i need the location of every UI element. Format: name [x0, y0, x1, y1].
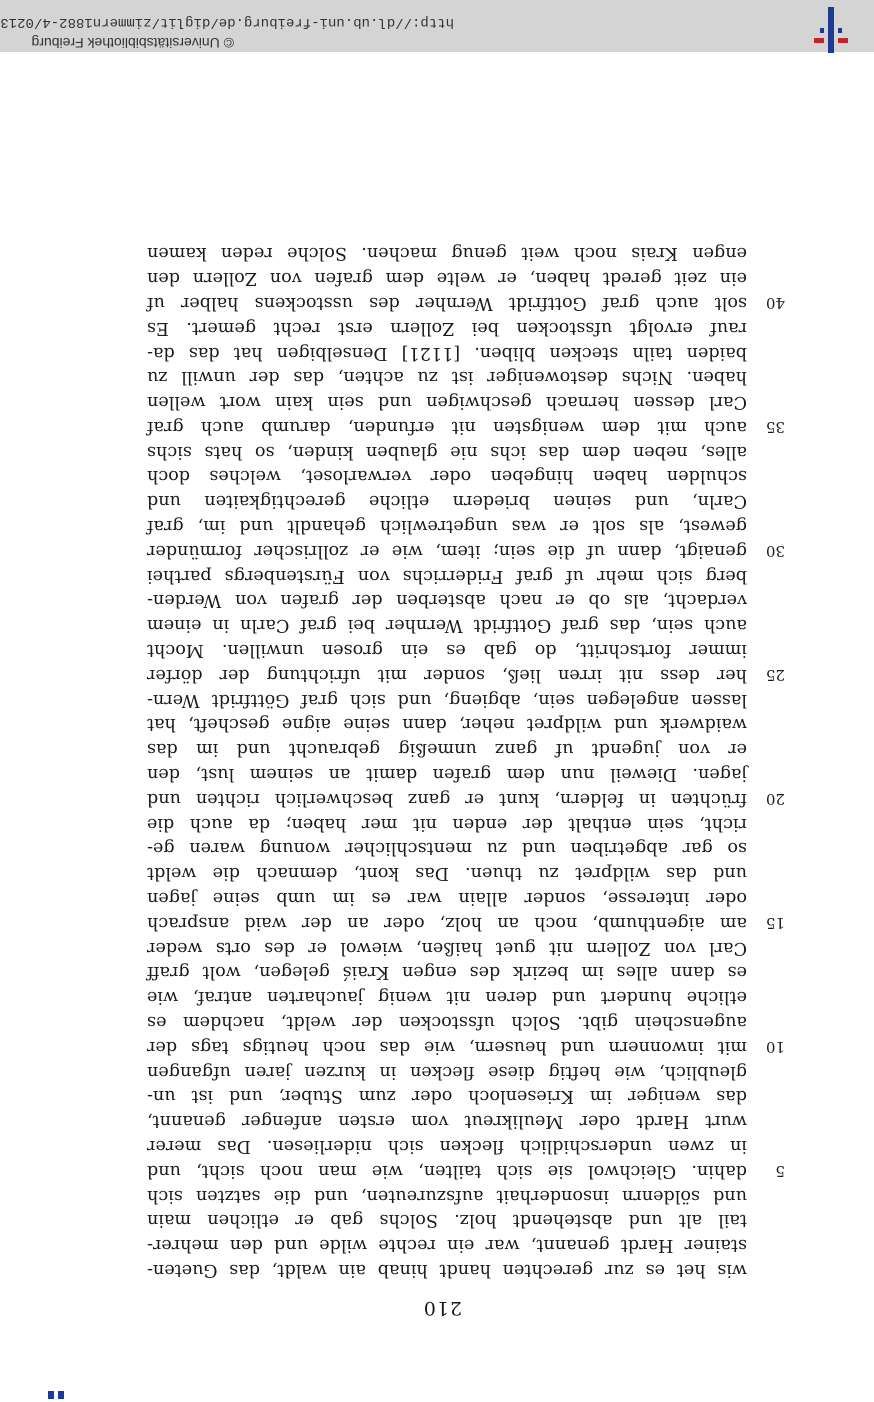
text-line — [147, 910, 785, 935]
line-text: und das wildpret zu thuen. Das kont, demnach die weldt — [147, 863, 747, 884]
text-line — [147, 637, 747, 662]
line-number: 30 — [765, 541, 785, 560]
line-text: immer fortschritt, do gab es ein grosen unwillen. Mocht — [147, 640, 747, 661]
text-line — [147, 588, 747, 613]
line-text: verdacht, als ob er nach absterben der grafen von Werden- — [147, 590, 747, 611]
line-text: solt auch graf Gottfridt Wernher des usstockens halber uf — [147, 292, 747, 313]
text-line — [147, 414, 785, 439]
line-text: auch sein, das graf Gottfridt Wernher bei graf Carln in einem — [147, 615, 747, 636]
page-number: 210 — [422, 1297, 462, 1319]
text-line — [147, 1108, 747, 1133]
line-text: und söldenrn insonderhait aufszureuten, und die satzten sich — [147, 1185, 747, 1206]
line-text: wurt Hardt oder Meulikreut vom ersten anfenger genannt, — [147, 1111, 747, 1132]
line-text: es dann alles im bezirk des engen Kraiś gelegen, wolt graff — [147, 962, 747, 983]
line-text: auch mit dem wenigsten nit erfunden, darumb auch graf — [147, 416, 747, 437]
text-line — [147, 1257, 747, 1282]
line-text: gleublich, wie heftig diese flecken in kurzen jaren ufgangen — [147, 1061, 747, 1082]
text-line — [147, 736, 747, 761]
text-line — [147, 1232, 747, 1257]
text-line — [147, 1059, 747, 1084]
line-text: gewest, als solt er was ungetrewlich gehandlt und im, graf — [147, 516, 747, 537]
line-text: rauf ervolgt ufsstocken bei Zollern erst recht gemert. Es — [147, 317, 747, 338]
line-text: engen Krais noch weit genug machen. Solche reden kamen — [147, 243, 747, 264]
line-text: alles, neben dem das ichs nie glauben kinden, so hats sichs — [147, 441, 747, 462]
line-text: ein zeit geredt haben, er welte dem grafen von Zollern den — [147, 268, 747, 289]
line-text: waidwerk und wildpret neher, dann seine aigne gescheft, hat — [147, 714, 747, 735]
line-text: richt, sein enthalt der enden nit mer haben; da auch die — [147, 813, 747, 834]
line-number: 10 — [765, 1037, 785, 1056]
text-line — [147, 612, 747, 637]
text-line — [147, 687, 747, 712]
line-number: 35 — [765, 417, 785, 436]
text-line — [147, 1158, 785, 1183]
text-line — [147, 538, 785, 563]
line-text: früchten in feldern, kunt er ganz beschwerlich richten und — [147, 788, 747, 809]
text-line — [147, 365, 747, 390]
line-text: wis het es zur gerechten handt hinab ain waldt, das Gueten- — [147, 1260, 747, 1280]
line-text: oder interesse, sonder allain war es im umb seine jagen — [147, 888, 747, 909]
line-text: schulden haben hingeben oder verwarloset, welches doch — [147, 466, 747, 487]
line-number: 40 — [765, 293, 785, 312]
line-text: Carl von Zollern nit guet haißen, wiewol er des orts weder — [147, 937, 747, 958]
line-text: so gar abgetriben und zu mentschlicher wonung waren ge- — [147, 838, 747, 859]
text-line — [147, 265, 747, 290]
text-line — [147, 464, 747, 489]
text-line — [147, 836, 747, 861]
text-line — [147, 563, 747, 588]
text-line — [147, 315, 747, 340]
text-line — [147, 662, 785, 687]
text-line — [147, 1208, 747, 1233]
text-line — [147, 1009, 747, 1034]
line-text: Carln, und seinen briedern etliche gerechtigkaiten und — [147, 491, 747, 512]
line-text: mit inwonnern und heusern, wie das noch heutigs tags der — [147, 1036, 747, 1057]
line-text: augenschein gibt. Solch ufsstocken der weldt, nachdem es — [147, 1012, 747, 1033]
line-text: Carl dessen hernach geschwigen und sein kain wort wellen — [147, 392, 747, 413]
text-line — [147, 1183, 747, 1208]
line-text: berg sich mehr uf graf Friderrichs von Fürstenbergs parthei — [147, 565, 747, 586]
text-line — [147, 935, 747, 960]
source-url[interactable]: http://dl.ub.uni-freiburg.de/diglit/zimmern1882-4/0213 — [0, 14, 454, 30]
text-line — [147, 513, 747, 538]
scan-edge-mark — [40, 1391, 64, 1399]
text-line — [147, 984, 747, 1009]
line-number: 20 — [765, 789, 785, 808]
line-text: genaigt, dann uf die sein; item, wie er zollrischer formünder — [147, 540, 747, 561]
text-line — [147, 860, 747, 885]
text-line — [147, 885, 747, 910]
line-number: 25 — [765, 665, 785, 684]
text-line — [147, 712, 747, 737]
text-line — [147, 1133, 747, 1158]
line-text: stainer Hardt genannt, war ein rechte wilde und den mehrer- — [147, 1235, 747, 1256]
line-text: lassen angelegen sein, abgieng, und sich graf Göttfridt Wern- — [147, 689, 747, 710]
line-text: in zwen underschidlich flecken sich niderliesen. Das merer — [147, 1136, 747, 1157]
line-text: jagen. Dieweil nun dem grafen damit an seinem lust, den — [147, 764, 747, 785]
copyright-text: © Universitätsbibliothek Freiburg — [31, 35, 234, 51]
line-text: tail alt und abstehendt holz. Solchs gab er etlichen main — [147, 1210, 747, 1231]
line-text: am aigenthumb, noch an holz, oder an der waid ansprach — [147, 912, 747, 933]
line-text: her dess nit irren ließ, sonder mit ufrichtung der dörfer — [147, 664, 747, 685]
line-number: 15 — [765, 913, 785, 932]
text-line — [147, 241, 747, 266]
line-text: das weniger im Kriesenloch oder zum Stuber, und ist un- — [147, 1086, 747, 1107]
text-line — [147, 439, 747, 464]
text-line — [147, 960, 747, 985]
text-line — [147, 811, 747, 836]
text-line — [147, 761, 747, 786]
ub-freiburg-logo-icon — [808, 7, 854, 53]
text-line — [147, 290, 785, 315]
text-line — [147, 340, 747, 365]
line-text: baiden tailn stecken bliben. [1121] Denselbigen hat das da- — [147, 342, 747, 363]
text-line — [147, 1084, 747, 1109]
body-text — [147, 241, 785, 1282]
line-text: etliche hundert und deren nit wenig jaucharten antraf, wie — [147, 987, 747, 1008]
text-line — [147, 786, 785, 811]
line-text: haben. Nichs destoweniger ist zu achten, das der unwill zu — [147, 367, 747, 388]
line-text: er von jugendt uf ganz unmeßig gebraucht und im das — [147, 739, 747, 760]
text-line — [147, 389, 747, 414]
line-text: dahin. Gleichwol sie sich tailten, wie man noch sicht, und — [147, 1160, 747, 1181]
line-number: 5 — [775, 1161, 785, 1180]
text-line — [147, 1034, 785, 1059]
text-line — [147, 489, 747, 514]
